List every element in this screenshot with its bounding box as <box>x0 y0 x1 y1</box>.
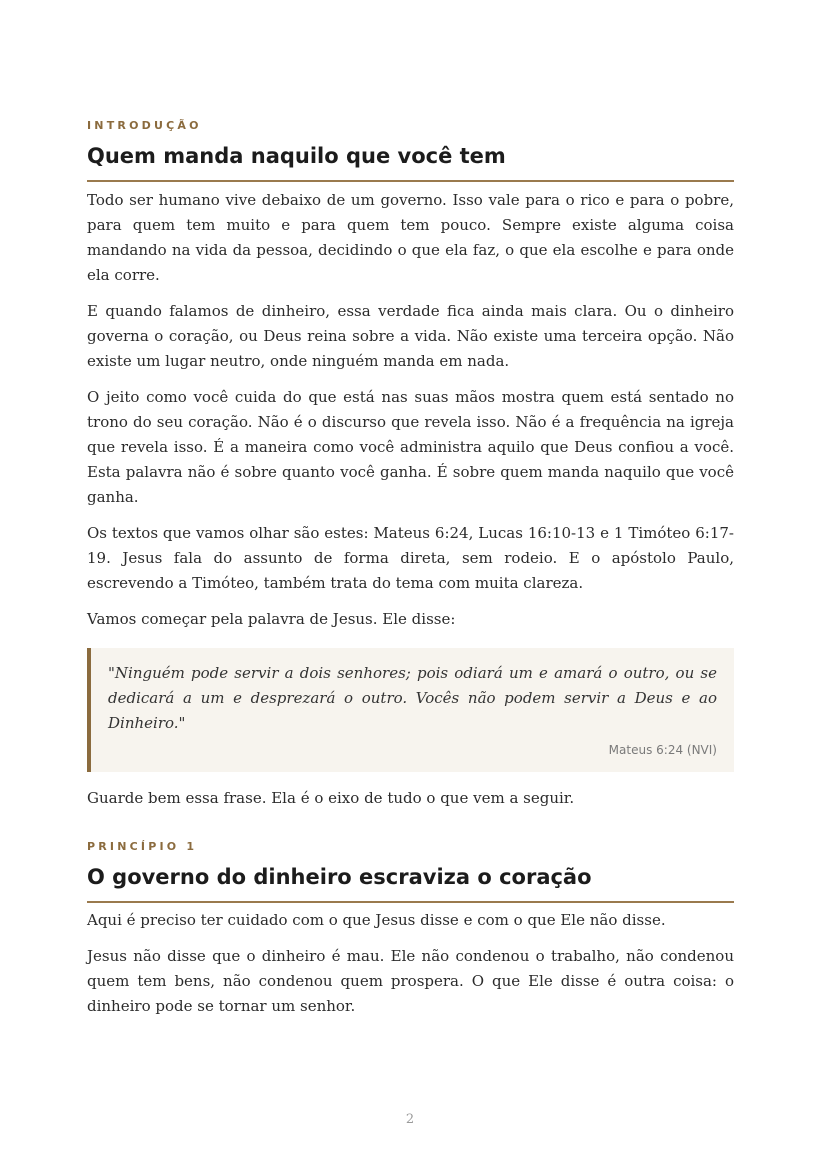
paragraph: Os textos que vamos olhar são estes: Mateus 6:24, Lucas 16:10-13 e 1 Timóteo 6:17-19. Jesus fala do assunto de forma direta, sem rodeio. E o apóstolo Paulo, escrevendo a Timóteo, também trata do tema com muita clareza. <box>87 524 734 592</box>
scripture-quote <box>87 648 734 772</box>
paragraph: Todo ser humano vive debaixo de um governo. Isso vale para o rico e para o pobre, para quem tem muito e para quem tem pouco. Sempre existe alguma coisa mandando na vida da pessoa, decidindo o que ela faz, o que ela escolhe e para onde ela corre. <box>87 191 734 284</box>
section-eyebrow: PRINCÍPIO 1 <box>87 840 198 853</box>
section-introducao <box>87 119 734 811</box>
quote-reference: Mateus 6:24 (NVI) <box>608 743 717 757</box>
paragraph: Vamos começar pela palavra de Jesus. Ele disse: <box>87 610 456 628</box>
section-title: O governo do dinheiro escraviza o coração <box>87 863 734 903</box>
section-eyebrow: INTRODUÇÃO <box>87 119 202 132</box>
paragraph: O jeito como você cuida do que está nas suas mãos mostra quem está sentado no trono do seu coração. Não é o discurso que revela isso. Não é a frequência na igreja que revela isso. É a maneira como você administra aquilo que Deus confiou a você. Esta palavra não é sobre quanto você ganha. É sobre quem manda naquilo que você ganha. <box>87 388 734 506</box>
section-title: Quem manda naquilo que você tem <box>87 142 734 182</box>
paragraph: Guarde bem essa frase. Ela é o eixo de tudo o que vem a seguir. <box>87 789 575 807</box>
section-principio-1 <box>87 840 734 1019</box>
page-number: 2 <box>405 1112 415 1127</box>
paragraph: Jesus não disse que o dinheiro é mau. Ele não condenou o trabalho, não condenou quem tem bens, não condenou quem prospera. O que Ele disse é outra coisa: o dinheiro pode se tornar um senhor. <box>87 947 734 1015</box>
quote-text: "Ninguém pode servir a dois senhores; pois odiará um e amará o outro, ou se dedicará a um e desprezará o outro. Vocês não podem servir a Deus e ao Dinheiro." <box>108 664 717 732</box>
paragraph: Aqui é preciso ter cuidado com o que Jesus disse e com o que Ele não disse. <box>87 911 666 929</box>
paragraph: E quando falamos de dinheiro, essa verdade fica ainda mais clara. Ou o dinheiro governa o coração, ou Deus reina sobre a vida. Não existe uma terceira opção. Não existe um lugar neutro, onde ninguém manda em nada. <box>87 302 734 370</box>
